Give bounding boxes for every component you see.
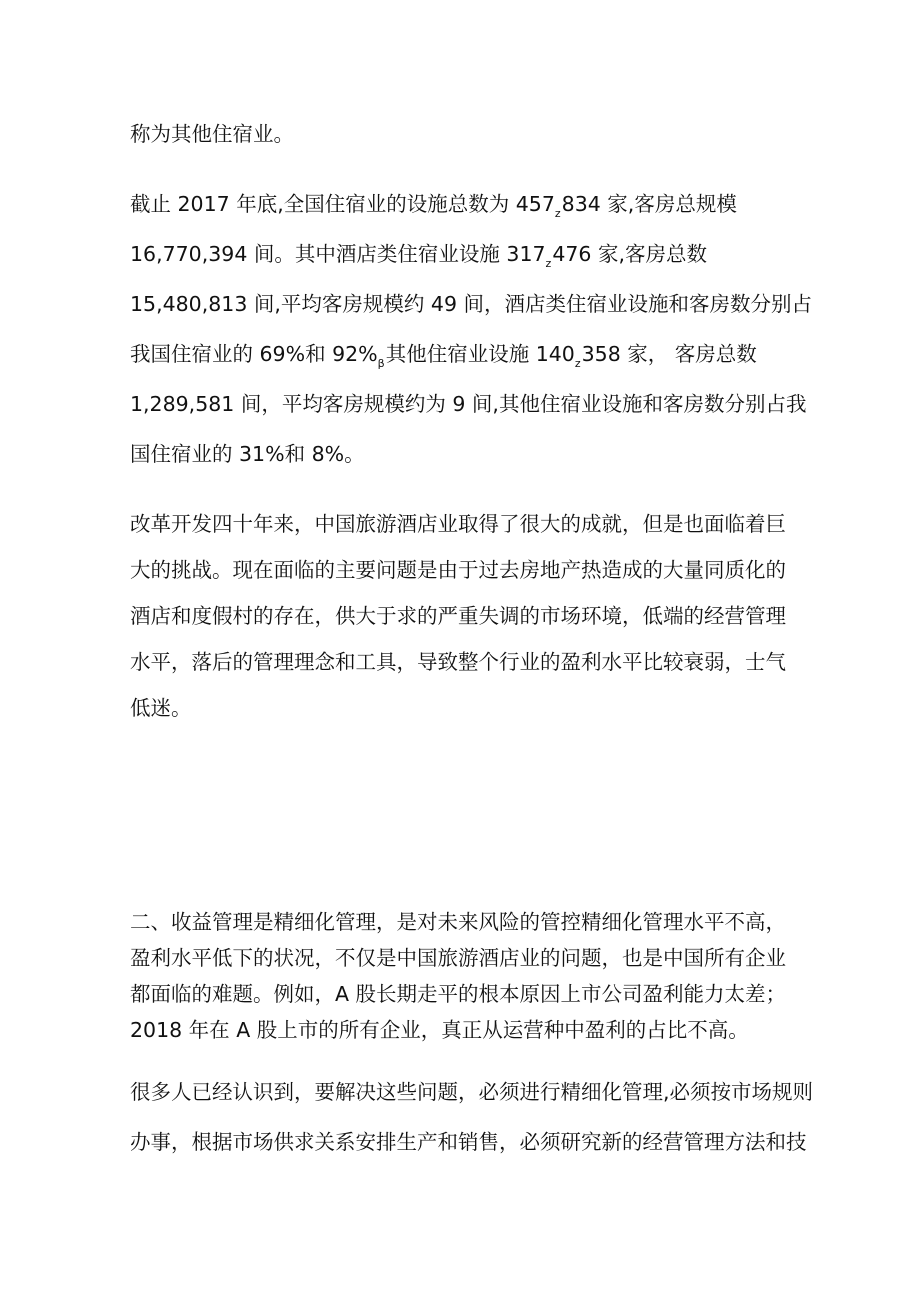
paragraph-3-line-4: 水平，落后的管理理念和工具，导致整个行业的盈利水平比较衰弱，士气 — [130, 650, 786, 674]
paragraph-5-line-1: 很多人已经认识到，要解决这些问题，必须进行精细化管理,必须按市场规则 — [130, 1080, 814, 1104]
section-2-line-4: 2018 年在 A 股上市的所有企业，真正从运营种中盈利的占比不高。 — [130, 1018, 749, 1042]
paragraph-2-line-4: 我国住宿业的 69%和 $92\%_\beta$其他住宿业设施 $140_z358$ 家， 客房总数 — [130, 342, 757, 370]
paragraph-3-line-2: 大的挑战。现在面临的主要问题是由于过去房地产热造成的大量同质化的 — [130, 558, 786, 582]
paragraph-2-line-1: 截止 2017 年底,全国住宿业的设施总数为 $457_z834$ 家,客房总规模 — [130, 192, 737, 220]
paragraph-5-line-2: 办事，根据市场供求关系安排生产和销售，必须研究新的经营管理方法和技 — [130, 1130, 807, 1154]
paragraph-2-line-3: 15,480,813 间,平均客房规模约 49 间，酒店类住宿业设施和客房数分别占 — [130, 292, 813, 316]
paragraph-2-line-5: 1,289,581 间，平均客房规模约为 9 间,其他住宿业设施和客房数分别占我 — [130, 392, 807, 416]
paragraph-2-line-6: 国住宿业的 31%和 8%。 — [130, 442, 365, 466]
paragraph-3-line-5: 低迷。 — [130, 696, 192, 720]
section-2-line-3: 都面临的难题。例如，A 股长期走平的根本原因上市公司盈利能力太差； — [130, 982, 787, 1006]
section-2-line-1: 二、收益管理是精细化管理，是对未来风险的管控精细化管理水平不高， — [130, 910, 786, 934]
paragraph-3-line-3: 酒店和度假村的存在，供大于求的严重失调的市场环境，低端的经营管理 — [130, 604, 786, 628]
section-2-line-2: 盈利水平低下的状况，不仅是中国旅游酒店业的问题，也是中国所有企业 — [130, 946, 786, 970]
paragraph-2-line-2: 16,770,394 间。其中酒店类住宿业设施 $317_z476$ 家,客房总数 — [130, 242, 707, 270]
paragraph-1-line-1: 称为其他住宿业。 — [130, 122, 294, 146]
paragraph-3-line-1: 改革开发四十年来，中国旅游酒店业取得了很大的成就，但是也面临着巨 — [130, 512, 786, 536]
